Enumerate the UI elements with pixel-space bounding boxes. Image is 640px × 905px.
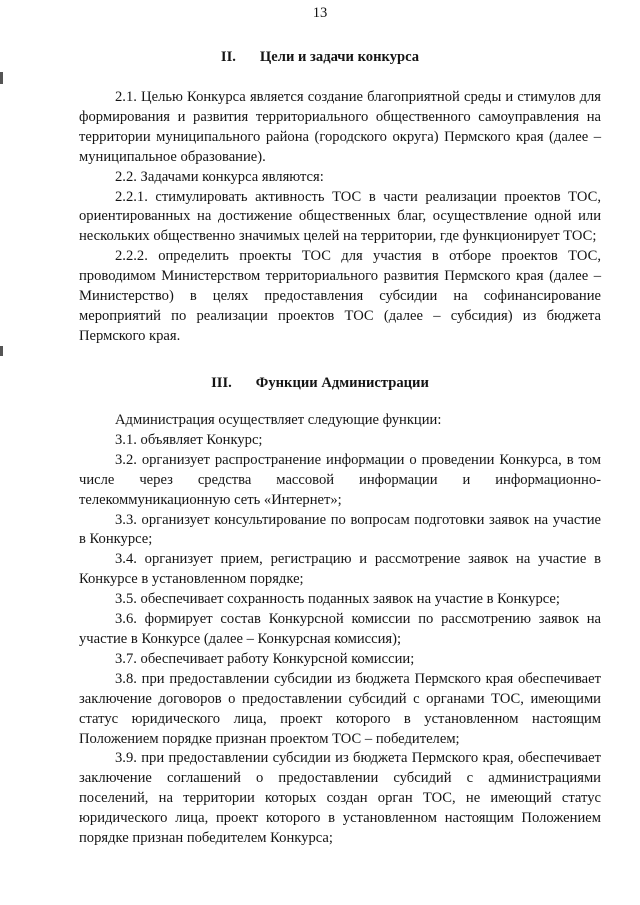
page-number: 13	[312, 5, 328, 21]
paragraph: 3.2. организует распространение информации о проведении Конкурса, в том числе через средства массовой информации и информационно-телекоммуникационную сеть «Интернет»;	[79, 451, 601, 508]
paragraph: 3.3. организует консультирование по вопросам подготовки заявок на участие в Конкурсе;	[79, 511, 601, 548]
paragraph: 2.2. Задачами конкурса являются:	[115, 168, 324, 185]
section-number: III.	[211, 375, 232, 391]
paragraph: 3.7. обеспечивает работу Конкурсной комиссии;	[115, 650, 415, 667]
section-heading-functions	[0, 374, 640, 394]
scan-edge-mark	[0, 346, 3, 356]
paragraph: 2.2.2. определить проекты ТОС для участия в отборе проектов ТОС, проводимом Министерством территориального развития Пермского края (далее – Министерство) в целях предоставления субсидии на софинансирование мероприятий по реализации проектов ТОС (далее – субсидия) из бюджета Пермского края.	[79, 248, 601, 344]
paragraph: 2.1. Целью Конкурса является создание благоприятной среды и стимулов для формирования и развития территориального общественного самоуправления на территории муниципального района (городского округа) Пермского края (далее – муниципальное образование).	[79, 89, 601, 165]
paragraph: 3.4. организует прием, регистрацию и рассмотрение заявок на участие в Конкурсе в установленном порядке;	[79, 551, 601, 588]
section-number: II.	[220, 49, 236, 65]
section-title: Цели и задачи конкурса	[259, 49, 420, 65]
paragraph: 3.9. при предоставлении субсидии из бюджета Пермского края, обеспечивает заключение соглашений о предоставлении субсидий с администрациями поселений, на территории которых создан орган ТОС, не имеющий статус юридического лица, проект которого в установленном настоящим Положением порядке признан победителем Конкурса;	[79, 750, 601, 847]
section-title: Функции Администрации	[255, 375, 429, 391]
paragraph: 3.8. при предоставлении субсидии из бюджета Пермского края обеспечивает заключение договоров о предоставлении субсидий с органами ТОС, имеющими статус юридического лица, проект которого в установленном настоящим Положением порядке признан проектом ТОС – победителем;	[79, 670, 601, 747]
section-heading-goals	[0, 48, 640, 68]
paragraph: Администрация осуществляет следующие функции:	[115, 412, 442, 428]
paragraph: 3.6. формирует состав Конкурсной комиссии по рассмотрению заявок на участие в Конкурсе (далее – Конкурсная комиссия);	[79, 611, 601, 647]
scan-edge-mark	[0, 72, 3, 84]
paragraph: 3.1. объявляет Конкурс;	[115, 431, 263, 448]
paragraph: 2.2.1. стимулировать активность ТОС в части реализации проектов ТОС, ориентированных на достижение общественных благ, осуществление одной или нескольких общественно значимых целей на территории, где функционирует ТОС;	[79, 188, 601, 245]
section-body-functions	[79, 411, 601, 849]
paragraph: 3.5. обеспечивает сохранность поданных заявок на участие в Конкурсе;	[115, 591, 560, 608]
section-body-goals	[79, 88, 601, 347]
